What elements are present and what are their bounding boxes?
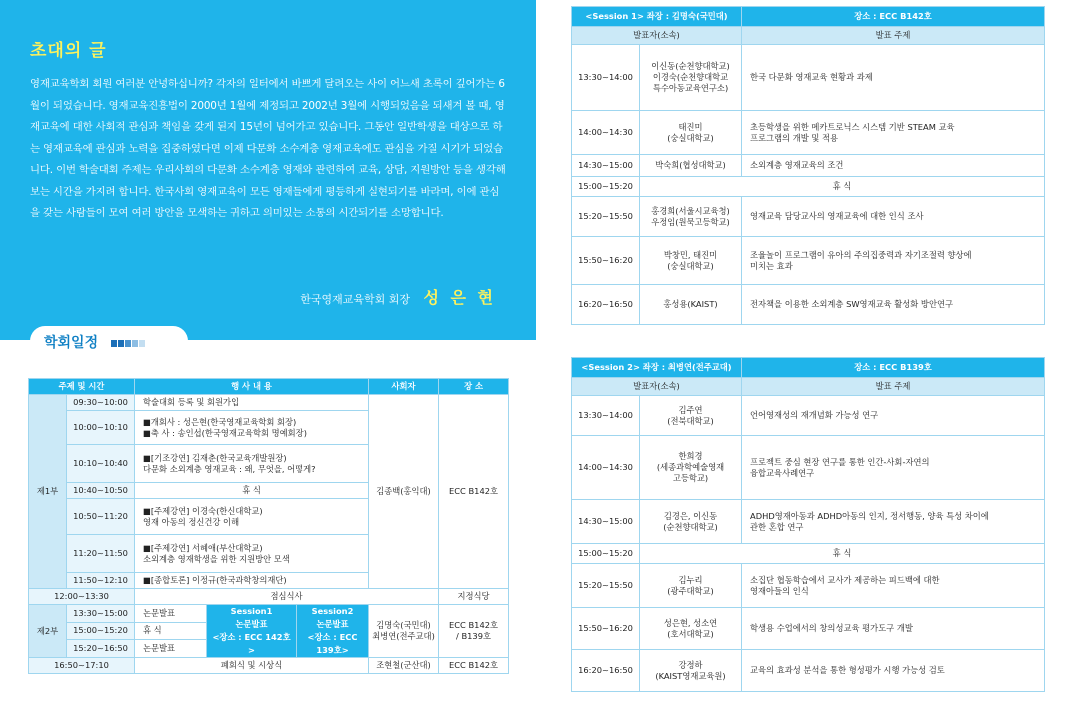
session-time: 15:20~15:50 — [572, 197, 640, 237]
closing-place: ECC B142호 — [439, 658, 509, 674]
schedule-tab — [30, 326, 188, 356]
intro-panel — [0, 0, 536, 340]
session-presenter: 홍성용(KAIST) — [640, 285, 742, 325]
schedule-content: ■[주제강연] 이경숙(한신대학교) 영재 아동의 정신건강 이해 — [135, 499, 369, 535]
session1-col-presenter: 발표자(소속) — [572, 27, 742, 45]
session-topic: 프로젝트 중심 현장 연구를 통한 인간-사회-자연의 융합교육사례연구 — [742, 436, 1045, 500]
session-presenter: 박창민, 태진미 (숭실대학교) — [640, 237, 742, 285]
session2-place: 장소 : ECC B139호 — [742, 358, 1045, 378]
session2-box: Session2 논문발표 <장소 : ECC 139호> — [297, 605, 369, 658]
session-time: 14:00~14:30 — [572, 111, 640, 155]
session-presenter: 김누리 (광주대학교) — [640, 564, 742, 608]
lunch-place: 지정식당 — [439, 589, 509, 605]
session-time: 14:30~15:00 — [572, 500, 640, 544]
session-time: 13:30~14:00 — [572, 45, 640, 111]
signature-role: 한국영재교육학회 회장 — [300, 293, 410, 306]
session-time: 15:20~15:50 — [572, 564, 640, 608]
session-presenter: 성은현, 성소연 (호서대학교) — [640, 608, 742, 650]
session-presenter: 이신동(순천향대학교) 이경숙(순천향대학교 특수아동교육연구소) — [640, 45, 742, 111]
main-schedule-table — [28, 378, 509, 674]
schedule-time: 11:20~11:50 — [67, 535, 135, 573]
schedule-title-text: 학회일정 — [44, 335, 99, 351]
session-time: 13:30~14:00 — [572, 396, 640, 436]
part2-place: ECC B142호 / B139호 — [439, 605, 509, 658]
session-topic: 조율놀이 프로그램이 유아의 주의집중력과 자기조절력 향상에 미치는 효과 — [742, 237, 1045, 285]
schedule-content: ■[주제강연] 서혜애(부산대학교) 소외계층 영재학생을 위한 지원방안 모색 — [135, 535, 369, 573]
session1-title: <Session 1> 좌장 : 김명숙(국민대) — [572, 7, 742, 27]
session-topic: 영재교육 담당교사의 영재교육에 대한 인식 조사 — [742, 197, 1045, 237]
schedule-content: ■[종합토론] 이정규(한국과학창의재단) — [135, 573, 369, 589]
session-break: 휴 식 — [640, 177, 1045, 197]
header-place: 장 소 — [439, 379, 509, 395]
session-time: 16:20~16:50 — [572, 285, 640, 325]
session-topic: 언어영재성의 재개념화 가능성 연구 — [742, 396, 1045, 436]
session1-table — [571, 6, 1045, 325]
bar-decoration-icon — [111, 335, 146, 351]
session-presenter: 박숙희(협성대학교) — [640, 155, 742, 177]
schedule-time: 09:30~10:00 — [67, 395, 135, 411]
closing-time: 16:50~17:10 — [29, 658, 135, 674]
session2-table — [571, 357, 1045, 692]
session-presenter: 김주연 (전북대학교) — [640, 396, 742, 436]
session2-col-topic: 발표 주제 — [742, 378, 1045, 396]
schedule-time: 10:40~10:50 — [67, 483, 135, 499]
part1-place: ECC B142호 — [439, 395, 509, 589]
schedule-time: 15:00~15:20 — [67, 622, 135, 640]
session-topic: 초등학생을 위한 메카트로닉스 시스템 기반 STEAM 교육 프로그램의 개발 및 적용 — [742, 111, 1045, 155]
session-topic: 한국 다문화 영재교육 현황과 과제 — [742, 45, 1045, 111]
session-presenter: 강정하 (KAIST영재교육원) — [640, 650, 742, 692]
schedule-time: 10:50~11:20 — [67, 499, 135, 535]
schedule-time: 11:50~12:10 — [67, 573, 135, 589]
session-topic: ADHD영재아동과 ADHD아동의 인지, 정서행동, 양육 특성 차이에 관한 혼합 연구 — [742, 500, 1045, 544]
schedule-content: 논문발표 — [135, 605, 207, 623]
schedule-content: ■[기조강연] 김재춘(한국교육개발원장) 다문화 소외계층 영재교육 : 왜, 무엇을, 어떻게? — [135, 445, 369, 483]
intro-signature — [300, 285, 496, 308]
session-presenter: 홍경희(서울시교육청) 우정임(원묵고등학교) — [640, 197, 742, 237]
schedule-content: 학술대회 등록 및 회원가입 — [135, 395, 369, 411]
session1-col-topic: 발표 주제 — [742, 27, 1045, 45]
lunch-content: 점심식사 — [135, 589, 439, 605]
part1-host: 김종백(홍익대) — [369, 395, 439, 589]
schedule-time: 10:00~10:10 — [67, 411, 135, 445]
schedule-title — [44, 332, 146, 352]
session-topic: 교육의 효과성 분석을 통한 형성평가 시행 가능성 검토 — [742, 650, 1045, 692]
session-time: 15:50~16:20 — [572, 237, 640, 285]
schedule-time: 15:20~16:50 — [67, 640, 135, 658]
session-presenter: 김경은, 이신동 (순천향대학교) — [640, 500, 742, 544]
session2-col-presenter: 발표자(소속) — [572, 378, 742, 396]
session-topic: 소집단 협동학습에서 교사가 제공하는 피드백에 대한 영재아들의 인식 — [742, 564, 1045, 608]
signature-name: 성 은 현 — [423, 288, 496, 307]
closing-content: 폐회식 및 시상식 — [135, 658, 369, 674]
schedule-content: ■개회사 : 성은현(한국영재교육학회 회장) ■축 사 : 송인섭(한국영재교육학회 명예회장) — [135, 411, 369, 445]
session-time: 14:00~14:30 — [572, 436, 640, 500]
part1-label: 제1부 — [29, 395, 67, 589]
session-time: 15:00~15:20 — [572, 177, 640, 197]
session-topic: 전자책을 이용한 소외계층 SW영재교육 활성화 방안연구 — [742, 285, 1045, 325]
part2-host: 김명숙(국민대) 최병연(전주교대) — [369, 605, 439, 658]
schedule-time: 13:30~15:00 — [67, 605, 135, 623]
session1-place: 장소 : ECC B142호 — [742, 7, 1045, 27]
header-content: 행 사 내 용 — [135, 379, 369, 395]
schedule-break: 휴 식 — [135, 622, 207, 640]
session2-title: <Session 2> 좌장 : 최병연(전주교대) — [572, 358, 742, 378]
lunch-time: 12:00~13:30 — [29, 589, 135, 605]
header-host: 사회자 — [369, 379, 439, 395]
schedule-time: 10:10~10:40 — [67, 445, 135, 483]
session-time: 14:30~15:00 — [572, 155, 640, 177]
session-break: 휴 식 — [640, 544, 1045, 564]
part2-label: 제2부 — [29, 605, 67, 658]
session-topic: 소외계층 영재교육의 조건 — [742, 155, 1045, 177]
session-time: 15:50~16:20 — [572, 608, 640, 650]
schedule-break: 휴 식 — [135, 483, 369, 499]
session-presenter: 한희경 (세종과학예술영재 고등학교) — [640, 436, 742, 500]
session-time: 16:20~16:50 — [572, 650, 640, 692]
session-topic: 학생용 수업에서의 창의성교육 평가도구 개발 — [742, 608, 1045, 650]
session-time: 15:00~15:20 — [572, 544, 640, 564]
schedule-content: 논문발표 — [135, 640, 207, 658]
intro-paragraph: 영재교육학회 회원 여러분 안녕하십니까? 각자의 일터에서 바쁘게 달려오는 사이 어느새 초록이 깊어가는 6월이 되었습니다. 영재교육진흥법이 2000년 1월에 제정되고 2002년 3월에 시행되었음을 되새겨 볼 때, 영재교육에 대한 사회적 관심과 책임을 갖게 된지 15년이 넘어가고 있습니다. 그동안 일반학생을 대상으로 하는 영재교육에 관심과 노력을 집중하였다면 이제 다문화 소수계층 영재교육에도 관심을 가질 시기가 되었습니다. 이번 학술대회 주제는 우리사회의 다문화 소수계층 영재와 관련하여 교육, 상담, 지원방안 등을 생각해보는 시간을 가지려 합니다. 한국사회 영재교육이 모든 영재들에게 평등하게 실현되기를 바라며, 이에 관심을 갖는 사람들이 모여 여러 방안을 모색하는 귀하고 의미있는 소통의 시간되기를 소망합니다. — [30, 78, 506, 219]
header-time: 주제 및 시간 — [29, 379, 135, 395]
session1-box: Session1 논문발표 <장소 : ECC 142호> — [207, 605, 297, 658]
closing-host: 조현철(군산대) — [369, 658, 439, 674]
intro-title: 초대의 글 — [30, 41, 107, 61]
session-presenter: 태진미 (숭실대학교) — [640, 111, 742, 155]
